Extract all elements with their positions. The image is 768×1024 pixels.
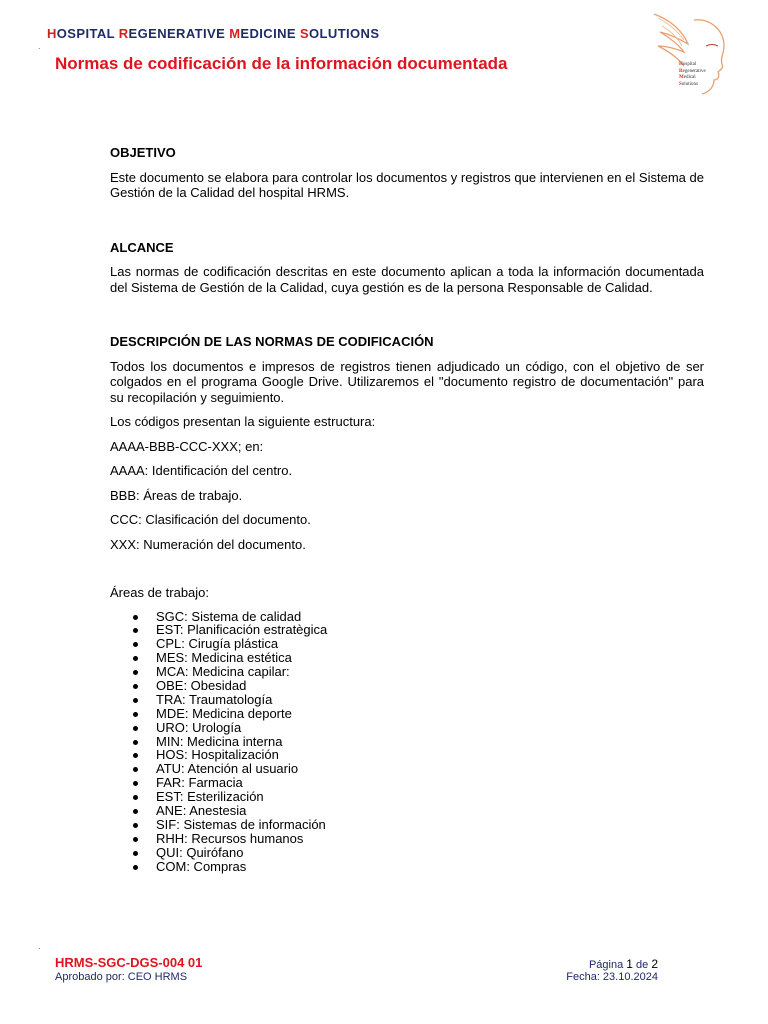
objetivo-text: Este documento se elabora para controlar los documentos y registros que intervienen en el Sistema de Gestión de la Calidad del hospital HRMS. <box>110 169 704 200</box>
company-word-rest: EGENERATIVE <box>128 26 230 41</box>
company-word-rest: OLUTIONS <box>309 26 380 41</box>
list-item: SGC: Sistema de calidad <box>110 610 704 624</box>
page-number: Página 1 de 2 <box>588 957 658 971</box>
list-item: RHH: Recursos humanos <box>110 832 704 846</box>
section-heading-descripcion: DESCRIPCIÓN DE LAS NORMAS DE CODIFICACIÓN <box>110 334 434 349</box>
company-name <box>47 26 379 41</box>
document-date: Fecha: 23.10.2024 <box>566 971 658 983</box>
list-item: FAR: Farmacia <box>110 776 704 790</box>
descripcion-paragraph: Todos los documentos e impresos de registros tienen adjudicado un código, con el objetivo de ser colgados en el programa Google Drive. Utilizaremos el "documento registro de documentación" para su recopilación y seguimiento. <box>110 358 704 405</box>
logo-line: Solutions <box>679 81 698 87</box>
list-item: EST: Esterilización <box>110 790 704 804</box>
descripcion-paragraph: AAAA-BBB-CCC-XXX; en: <box>110 438 264 454</box>
company-initial-m: M <box>229 26 241 41</box>
spacer <box>110 210 704 240</box>
list-item: HOS: Hospitalización <box>110 748 704 762</box>
page-total: 2 <box>651 957 658 971</box>
section-heading-alcance: ALCANCE <box>110 239 174 255</box>
list-item: URO: Urología <box>110 721 704 735</box>
descripcion-paragraph: BBB: Áreas de trabajo. <box>110 487 243 503</box>
margin-mark: · <box>38 44 41 53</box>
list-item: MIN: Medicina interna <box>110 735 704 749</box>
list-item: ANE: Anestesia <box>110 804 704 818</box>
approved-by: Aprobado por: CEO HRMS <box>55 971 188 983</box>
page-current: 1 <box>626 957 633 971</box>
list-item: CPL: Cirugía plástica <box>110 637 704 651</box>
list-item: EST: Planificación estratègica <box>110 623 704 637</box>
list-item: MES: Medicina estética <box>110 651 704 665</box>
descripcion-paragraph: AAAA: Identificación del centro. <box>110 463 293 478</box>
company-word-rest: EDICINE <box>240 26 300 41</box>
alcance-text: Las normas de codificación descritas en este documento aplican a toda la información documentada del Sistema de Gestión de la Calidad, cuya gestión es de la persona Responsable de Calidad. <box>110 264 704 295</box>
list-item: MCA: Medicina capilar: <box>110 665 704 679</box>
list-item: COM: Compras <box>110 860 704 874</box>
spacer <box>110 561 704 585</box>
company-initial-r: R <box>118 26 129 41</box>
logo-wordmark <box>679 62 706 88</box>
company-initial-h: H <box>47 26 57 41</box>
areas-heading: Áreas de trabajo: <box>110 585 210 600</box>
spacer <box>110 304 704 334</box>
document-body <box>110 145 704 873</box>
document-title: Normas de codificación de la información documentada <box>55 55 508 73</box>
list-item: TRA: Traumatología <box>110 693 704 707</box>
logo-line: Medical <box>679 75 696 80</box>
winged-head-logo-icon <box>648 10 730 102</box>
areas-list <box>110 610 704 874</box>
company-initial-s: S <box>299 26 310 41</box>
list-item: QUI: Quirófano <box>110 846 704 860</box>
company-word-rest: OSPITAL <box>56 26 119 41</box>
logo-line: Hospital <box>679 62 697 67</box>
list-item: SIF: Sistemas de información <box>110 818 704 832</box>
list-item: ATU: Atención al usuario <box>110 762 704 776</box>
document-code: HRMS-SGC-DGS-004 01 <box>55 955 203 970</box>
descripcion-paragraph: XXX: Numeración del documento. <box>110 536 306 552</box>
list-item: OBE: Obesidad <box>110 679 704 693</box>
section-heading-objetivo: OBJETIVO <box>110 145 176 160</box>
margin-mark: · <box>38 944 41 953</box>
descripcion-paragraph: CCC: Clasificación del documento. <box>110 512 311 527</box>
list-item: MDE: Medicina deporte <box>110 707 704 721</box>
logo-line: Regenerative <box>679 68 706 74</box>
descripcion-paragraph: Los códigos presentan la siguiente estructura: <box>110 414 376 429</box>
